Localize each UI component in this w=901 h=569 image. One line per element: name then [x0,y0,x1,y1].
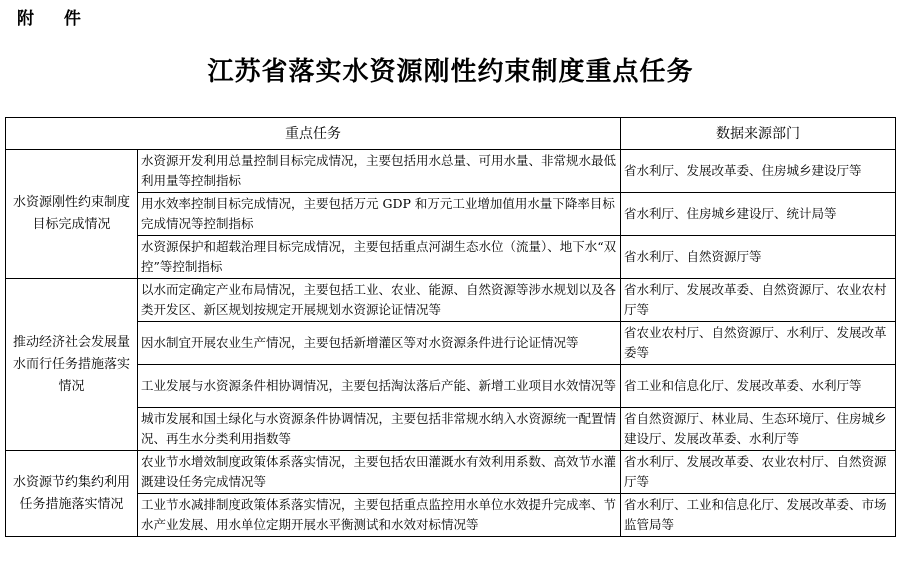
table-header-row [6,118,896,150]
table-row [6,279,896,322]
category-cell: 水资源刚性约束制度目标完成情况 [6,150,138,279]
source-cell: 省农业农村厅、自然资源厅、水利厅、发展改革委等 [621,322,896,365]
table-row [6,193,896,236]
table-row [6,365,896,408]
task-cell: 农业节水增效制度政策体系落实情况，主要包括农田灌溉水有效利用系数、高效节水灌溉建设任务完成情况等 [138,451,621,494]
category-cell: 水资源节约集约利用任务措施落实情况 [6,451,138,537]
task-cell: 工业发展与水资源条件相协调情况，主要包括淘汰落后产能、新增工业项目水效情况等 [138,365,621,408]
source-cell: 省水利厅、住房城乡建设厅、统计局等 [621,193,896,236]
source-cell: 省自然资源厅、林业局、生态环境厅、住房城乡建设厅、发展改革委、水利厅等 [621,408,896,451]
source-cell: 省水利厅、自然资源厅等 [621,236,896,279]
task-cell: 水资源开发利用总量控制目标完成情况，主要包括用水总量、可用水量、非常规水最低利用量等控制指标 [138,150,621,193]
table-row [6,451,896,494]
table-row [6,150,896,193]
table-row [6,408,896,451]
document-title: 江苏省落实水资源刚性约束制度重点任务 [207,57,694,87]
source-cell: 省水利厅、工业和信息化厅、发展改革委、市场监管局等 [621,494,896,537]
task-cell: 用水效率控制目标完成情况，主要包括万元 GDP 和万元工业增加值用水量下降率目标完成情况等控制指标 [138,193,621,236]
attachment-label: 附 件 [17,9,93,29]
task-cell: 工业节水减排制度政策体系落实情况，主要包括重点监控用水单位水效提升完成率、节水产业发展、用水单位定期开展水平衡测试和水效对标情况等 [138,494,621,537]
source-cell: 省工业和信息化厅、发展改革委、水利厅等 [621,365,896,408]
category-cell: 推动经济社会发展量水而行任务措施落实情况 [6,279,138,451]
task-cell: 城市发展和国土绿化与水资源条件协调情况，主要包括非常规水纳入水资源统一配置情况、再生水分类利用指数等 [138,408,621,451]
column-header-task: 重点任务 [6,118,621,150]
column-header-source: 数据来源部门 [621,118,896,150]
task-cell: 因水制宜开展农业生产情况，主要包括新增灌区等对水资源条件进行论证情况等 [138,322,621,365]
task-table [5,117,896,537]
task-cell: 水资源保护和超载治理目标完成情况，主要包括重点河湖生态水位（流量）、地下水“双控”等控制指标 [138,236,621,279]
source-cell: 省水利厅、发展改革委、住房城乡建设厅等 [621,150,896,193]
table-row [6,322,896,365]
table-row [6,236,896,279]
source-cell: 省水利厅、发展改革委、自然资源厅、农业农村厅等 [621,279,896,322]
source-cell: 省水利厅、发展改革委、农业农村厅、自然资源厅等 [621,451,896,494]
table-row [6,494,896,537]
task-cell: 以水而定确定产业布局情况，主要包括工业、农业、能源、自然资源等涉水规划以及各类开发区、新区规划按规定开展规划水资源论证情况等 [138,279,621,322]
